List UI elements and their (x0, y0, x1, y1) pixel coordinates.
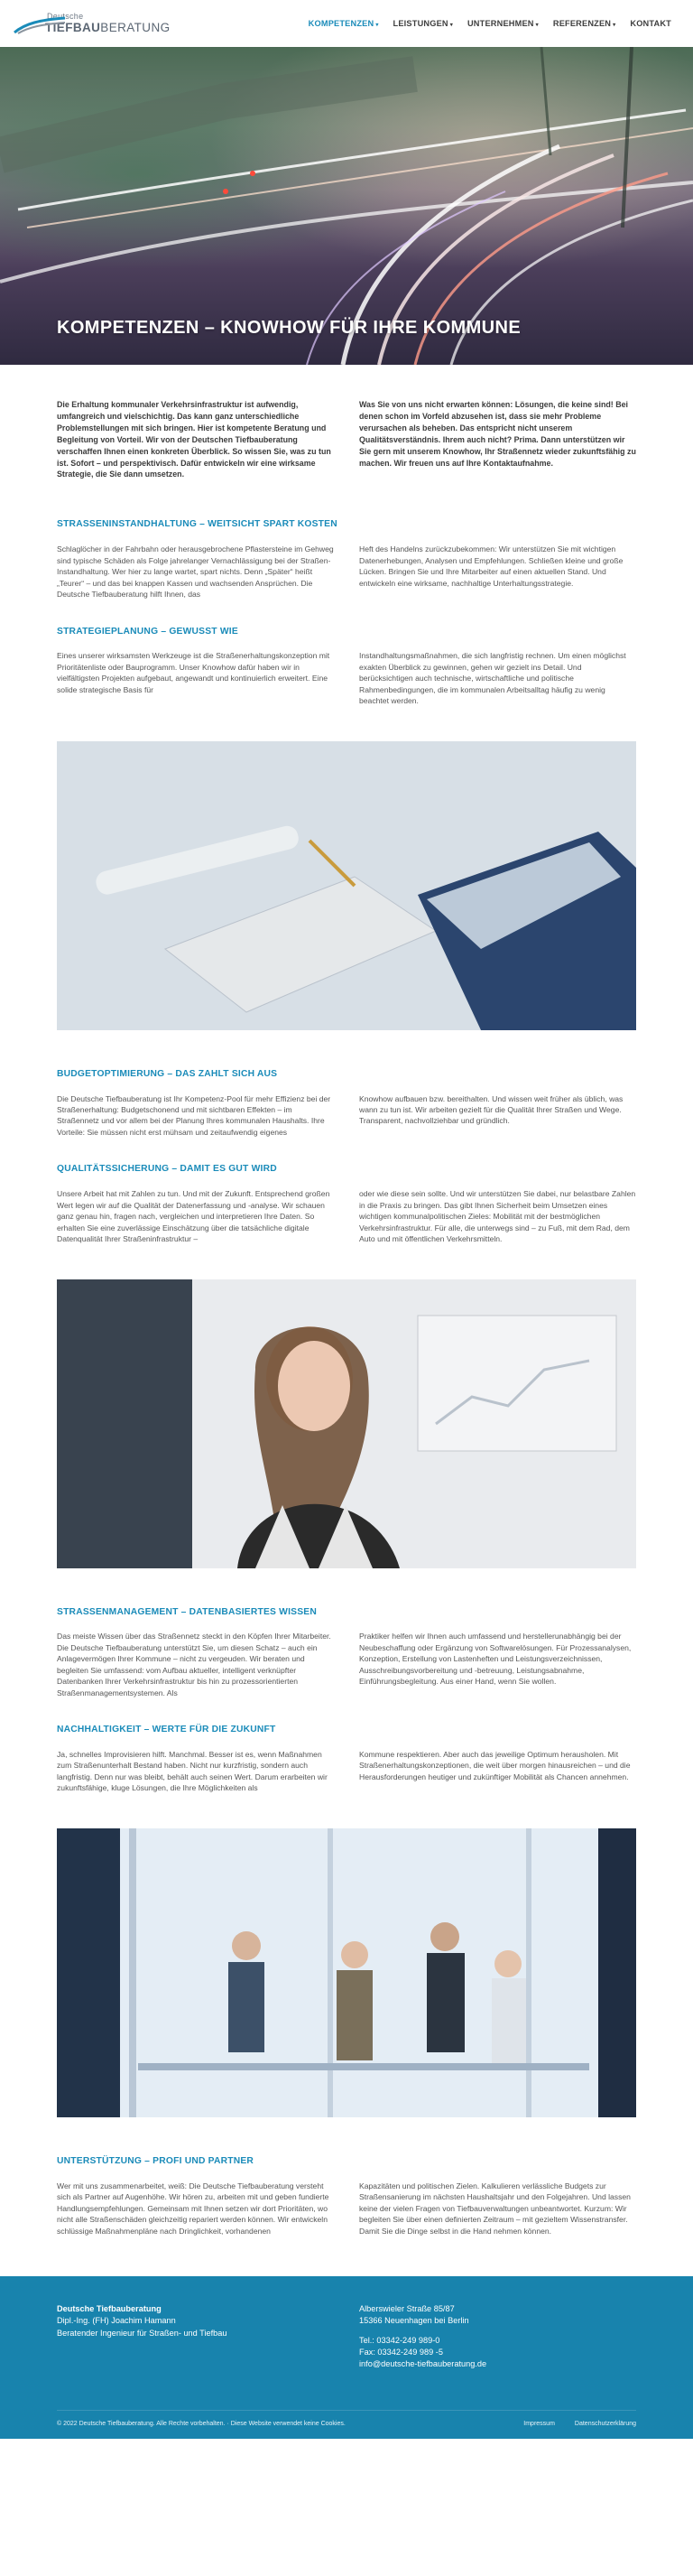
nav-label: LEISTUNGEN (393, 18, 448, 28)
section-title: STRASSENINSTANDHALTUNG – WEITSICHT SPART KOSTEN (57, 519, 337, 530)
footer-email-link[interactable]: info@deutsche-tiefbauberatung.de (359, 2359, 487, 2369)
section-text-left: Das meiste Wissen über das Straßennetz steckt in den Köpfen Ihrer Mitarbeiter. Die Deutsche Tiefbauberatung unterstützt Sie, um diesen Schatz – auch ein Anlagevermögen Ihrer Kommune – nicht zu vergeuden. Wir beraten und begleiten Sie umfassend: vom Aufbau aktueller, intelligent verknüpfter Datenbanken Ihrer Verkehrsinfrastruktur bis hin zu prozessorientierten Straßenmanagementsystemen. Als (57, 1632, 331, 1697)
section-text-left: Eines unserer wirksamsten Werkzeuge ist die Straßenerhaltungskonzeption mit Prioritätenliste oder Bauprogramm. Unser Knowhow dafür haben wir in vielfältigsten Projekten aufgebaut, angewandt und kontinuierlich erweitert. Eine solide strategische Basis für (57, 651, 330, 694)
main-nav (301, 18, 679, 29)
logo-big-bold: TIEFBAU (45, 20, 101, 34)
section-text-left: Unsere Arbeit hat mit Zahlen zu tun. Und mit der Zukunft. Entsprechend großen Wert legen wir auf die Qualität der Datenerfassung und -analyse. Wir schauen ganz genau hin, fragen nach, vergleichen und interpretieren Ihre Daten. So erhalten Sie eine zuverlässige Einschätzung über die tatsächliche digitale Datenqualität Ihrer Straßeninfrastruktur – (57, 1189, 330, 1244)
photo-team-image (57, 1828, 636, 2117)
section-strategieplanung (57, 626, 636, 707)
footer-company-block (57, 2303, 334, 2410)
section-text-right: Kapazitäten und politischen Zielen. Kalkulieren verlässliche Budgets zur Straßensanierung im nächsten Haushaltsjahr und den Folgejahren. Und lassen keine der vielen Fragen von Tiefbauverwaltungen unbeantwortet. Kurzum: Wir begleiten Sie über einen definierten Zeitraum – mit gezieltem Wissenstransfer. Damit Sie die Dinge selbst in die Hand nehmen können. (359, 2181, 631, 2236)
nav-label: REFERENZEN (552, 18, 612, 28)
section-title: UNTERSTÜTZUNG – PROFI UND PARTNER (57, 2155, 254, 2166)
photo-tablet-laptop-image (57, 741, 636, 1030)
section-text-right: oder wie diese sein sollte. Und wir unterstützen Sie dabei, nur belastbare Zahlen in die Praxis zu bringen. Das gibt Ihnen Sicherheit beim Umsetzen eines wichtigen kommunalpolitischen Zieles: Mobilität mit der bestmöglichen Verkehrsinfrastruktur. Für alle, die unterwegs sind – zu Fuß, mit dem Rad, dem Auto und mit öffentlichen Verkehrsmitteln. (359, 1189, 636, 1244)
footer-link-datenschutz[interactable]: Datenschutzerklärung (574, 2420, 636, 2427)
nav-label: KONTAKT (630, 18, 671, 28)
nav-label: KOMPETENZEN (308, 18, 374, 28)
section-title: STRATEGIEPLANUNG – GEWUSST WIE (57, 626, 238, 637)
section-text-right: Praktiker helfen wir Ihnen auch umfassend und herstellerunabhängig bei der Neubeschaffung oder Ergänzung von Softwarelösungen. Für Prozessanalysen, Konzeption, Erstellung von Lastenheften und Leistungsverzeichnissen, Ausschreibungsvorbereitung und -betreuung, Leistungsabnahme, Einführungsbegleitung. Aus einer Hand, wenn Sie wollen. (359, 1632, 632, 1687)
site-footer (0, 2276, 693, 2439)
main-content (0, 365, 693, 2237)
hero-banner (0, 47, 693, 365)
section-title: QUALITÄTSSICHERUNG – DAMIT ES GUT WIRD (57, 1164, 277, 1175)
hero-title: KOMPETENZEN – KNOWHOW FÜR IHRE KOMMUNE (57, 318, 522, 338)
logo-small-text: Deutsche (47, 11, 84, 21)
nav-item-kompetenzen[interactable] (301, 18, 386, 29)
chevron-down-icon: ▾ (535, 22, 539, 28)
section-unterstuetzung (57, 2155, 636, 2237)
section-strassenmanagement (57, 1606, 636, 1699)
section-qualitaetssicherung (57, 1163, 636, 1244)
chevron-down-icon: ▾ (375, 22, 379, 28)
photo-smiling-woman (57, 1279, 636, 1568)
footer-fax: Fax: 03342-249 989 -5 (359, 2348, 443, 2357)
photo-office-woman-image (57, 1279, 636, 1568)
photo-business-analysis (57, 741, 636, 1030)
chevron-down-icon: ▾ (613, 22, 616, 28)
section-text-left: Wer mit uns zusammenarbeitet, weiß: Die Deutsche Tiefbauberatung versteht sich als Partner auf Augenhöhe. Wir hören zu, arbeiten mit und geben fundierte Handlungsempfehlungen. Gemeinsam mit Ihnen setzen wir dort Prioritäten, wo nicht alle Straßenschäden gleichzeitig repariert werden können. Wir entwickeln schlüssige Maßnahmenpläne nach Dringlichkeit, vorhandenen (57, 2181, 329, 2236)
nav-item-unternehmen[interactable] (460, 18, 546, 29)
section-text-left: Die Deutsche Tiefbauberatung ist Ihr Kompetenz-Pool für mehr Effizienz bei der Straßenerhaltung: Budgetschonend und mit sichtbaren Effekten – im Straßennetz und vor allem bei der Planung Ihres kommunalen Haushalts. Ihre Vorteile: Sie müssen nicht erst mühsam und zeitaufwendig eigenes (57, 1093, 331, 1137)
footer-company-name: Deutsche Tiefbauberatung (57, 2303, 162, 2313)
site-logo[interactable] (13, 5, 171, 42)
section-text-right: Instandhaltungsmaßnahmen, die sich langfristig rechnen. Um einen möglichst exakten Überblick zu gewinnen, gehen wir gezielt ins Detail. Und berücksichtigen auch technische, wirtschaftliche und politische Rahmenbedingungen, die im kommunalen Arbeitsalltag häufig zu wenig beachtet werden. (359, 651, 626, 706)
logo-big-light: BERATUNG (100, 20, 171, 34)
section-text-left: Ja, schnelles Improvisieren hilft. Manchmal. Besser ist es, wenn Maßnahmen zum Straßenunterhalt Bestand haben. Nicht nur kurzfristig, sondern auch langfristig. Denn nur was bleibt, behält auch seinen Wert. Darum erarbeiten wir zukunftsfähige, kluge Lösungen, die Ihre Möglichkeiten als (57, 1750, 328, 1793)
footer-tel[interactable]: Tel.: 03342-249 989-0 (359, 2335, 440, 2345)
intro-text (57, 365, 636, 480)
section-text-right: Kommune respektieren. Aber auch das jeweilige Optimum herausholen. Mit Straßenerhaltungskonzeptionen, die weit über morgen hinausreichen – und die Herausforderungen heutiger und zukünftiger Mobilität als Chancen annehmen. (359, 1750, 631, 1781)
site-header (0, 0, 693, 47)
section-text-right: Heft des Handelns zurückzubekommen: Wir unterstützen Sie mit wichtigen Datenerhebungen, Analysen und Empfehlungen. Schließen kleine und große Lücken. Bringen Sie und Ihre Mitarbeiter auf einen aktuellen Stand. Und entwickeln eine wirksame, nachhaltige Unterhaltungsstrategie. (359, 544, 624, 588)
nav-label: UNTERNEHMEN (467, 18, 534, 28)
section-strasseninstandhaltung (57, 518, 636, 600)
footer-links (523, 2420, 636, 2428)
section-title: NACHHALTIGKEIT – WERTE FÜR DIE ZUKUNFT (57, 1725, 276, 1735)
footer-contact-block (359, 2303, 636, 2410)
footer-spacer (359, 2328, 636, 2335)
section-title: BUDGETOPTIMIERUNG – DAS ZAHLT SICH AUS (57, 1068, 278, 1079)
footer-street: Alberswieler Straße 85/87 (359, 2303, 455, 2313)
nav-item-leistungen[interactable] (386, 18, 460, 29)
nav-item-referenzen[interactable] (546, 18, 624, 29)
logo-swoosh-icon (13, 14, 67, 34)
footer-bottom-bar (57, 2410, 636, 2428)
photo-team-meeting (57, 1828, 636, 2117)
footer-role: Beratender Ingenieur für Straßen- und Tiefbau (57, 2328, 227, 2338)
intro-left: Die Erhaltung kommunaler Verkehrsinfrastruktur ist aufwendig, umfangreich und vielschichtig. Das kann ganz unterschiedliche Problemstellungen mit sich bringen. Hier ist kompetente Beratung und Begleitung von Vorteil. Wir von der Deutschen Tiefbauberatung verschaffen Ihnen einen konkreten Überblick. So wissen Sie, was zu tun ist. Sofort – und perspektivisch. Dafür entwickeln wir eine wirksame Strategie, die Sie dann umsetzen. (57, 400, 331, 479)
nav-item-kontakt[interactable] (623, 18, 679, 29)
chevron-down-icon: ▾ (449, 22, 453, 28)
footer-link-impressum[interactable]: Impressum (523, 2420, 555, 2427)
section-title: STRASSENMANAGEMENT – DATENBASIERTES WISSEN (57, 1606, 317, 1617)
section-nachhaltigkeit (57, 1724, 636, 1794)
section-text-left: Schlaglöcher in der Fahrbahn oder herausgebrochene Pflastersteine im Gehweg sind typische Schäden als Folge jahrelanger Vernachlässigung bei der Straßen-Instandhaltung. Wer hier zu lange wartet, spart nichts. Denn „Später“ heißt „Teurer“ – und das bei knappen Kassen und wachsenden Ansprüchen. Die Deutsche Tiefbauberatung hilft Ihnen, das (57, 544, 334, 600)
footer-person: Dipl.-Ing. (FH) Joachim Hamann (57, 2316, 176, 2326)
section-text-right: Knowhow aufbauen bzw. bereithalten. Und wissen weit früher als üblich, was wann zu tun ist. Wir arbeiten gezielt für die Qualität Ihrer Straßen und Wege. Transparent, nachvollziehbar und gründlich. (359, 1093, 624, 1126)
intro-right: Was Sie von uns nicht erwarten können: Lösungen, die keine sind! Bei denen schon im Vorfeld abzusehen ist, dass sie mehr Probleme verursachen als beheben. Das entspricht nicht unserem Qualitätsverständnis. Ihrem auch nicht? Prima. Dann unterstützen wir Sie gern mit unserem Knowhow, Ihr Straßennetz wieder zukunftsfähig zu machen. Wir freuen uns auf Ihre Kontaktaufnahme. (359, 400, 636, 468)
footer-copyright: © 2022 Deutsche Tiefbauberatung. Alle Rechte vorbehalten. · Diese Website verwendet keine Cookies. (57, 2420, 346, 2427)
section-budgetoptimierung (57, 1068, 636, 1139)
footer-city: 15366 Neuenhagen bei Berlin (359, 2316, 469, 2326)
